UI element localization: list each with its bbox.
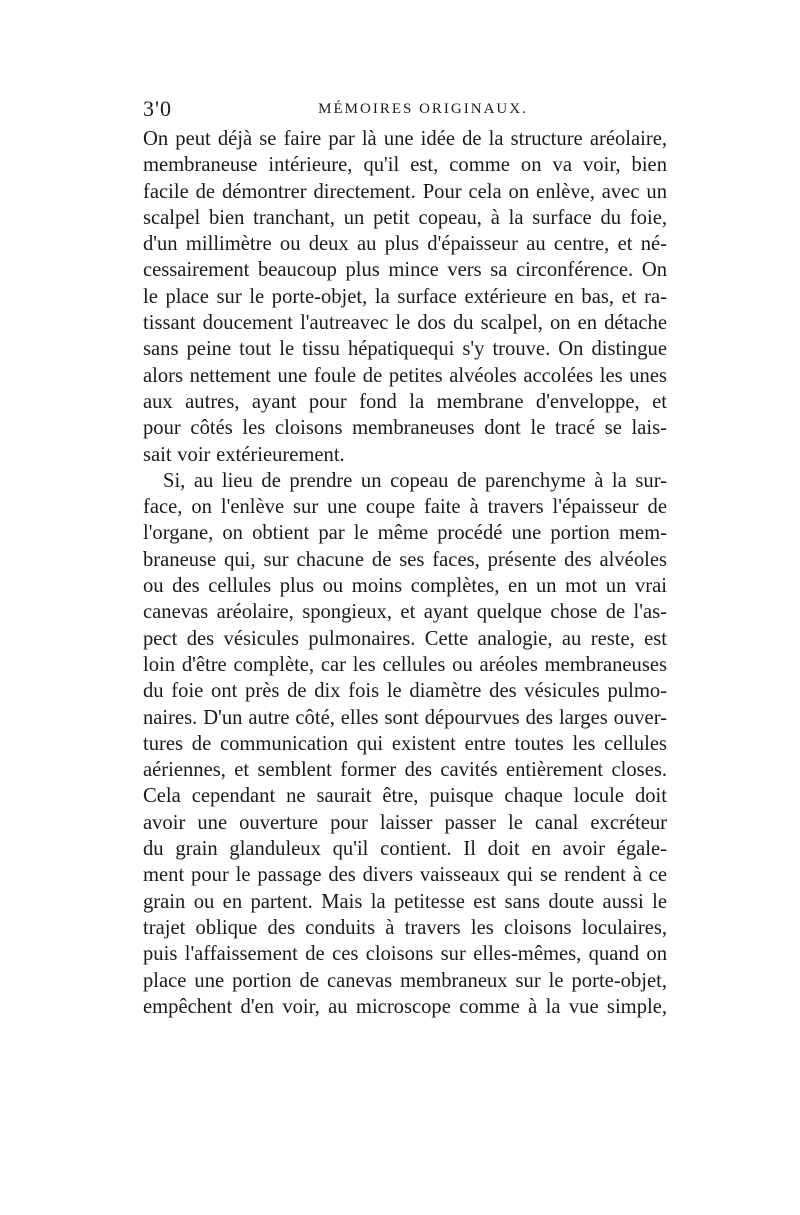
text-line: ment pour le passage des divers vaisseaux qui se rendent à ce (143, 864, 667, 887)
text-line: braneuse qui, sur chacune de ses faces, présente des alvéoles (143, 548, 667, 571)
text-line: face, on l'enlève sur une coupe faite à travers l'épaisseur de (143, 496, 667, 519)
text-line: ou des cellules plus ou moins complètes, en un mot un vrai (143, 575, 667, 598)
text-line: l'organe, on obtient par le même procédé une portion mem- (143, 522, 667, 545)
text-line: scalpel bien tranchant, un petit copeau, à la surface du foie, (143, 206, 667, 229)
text-line: cessairement beaucoup plus mince vers sa circonférence. On (143, 259, 667, 282)
text-line: sait voir extérieurement. (143, 443, 345, 466)
running-head: MÉMOIRES ORIGINAUX. (318, 101, 528, 117)
text-line: canevas aréolaire, spongieux, et ayant quelque chose de l'as- (143, 601, 667, 624)
text-line: Cela cependant ne saurait être, puisque chaque locule doit (143, 785, 667, 808)
text-line: puis l'affaissement de ces cloisons sur elles-mêmes, quand on (143, 943, 667, 966)
page-header (143, 94, 670, 124)
body-text (143, 126, 667, 1020)
text-line: aux autres, ayant pour fond la membrane d'enveloppe, et (143, 390, 667, 413)
text-line: le place sur le porte-objet, la surface extérieure en bas, et ra- (143, 285, 667, 308)
text-line: tures de communication qui existent entre toutes les cellules (143, 732, 667, 755)
text-line: avoir une ouverture pour laisser passer le canal excréteur (143, 811, 667, 834)
text-line: On peut déjà se faire par là une idée de la structure aréolaire, (143, 128, 667, 150)
text-line: pour côtés les cloisons membraneuses dont le tracé se lais- (143, 417, 667, 440)
text-line: pect des vésicules pulmonaires. Cette analogie, au reste, est (143, 627, 667, 650)
text-line: empêchent d'en voir, au microscope comme à la vue simple, (143, 995, 667, 1018)
text-line: place une portion de canevas membraneux sur le porte-objet, (143, 969, 667, 992)
text-line: du grain glanduleux qu'il contient. Il doit en avoir égale- (143, 838, 667, 861)
page-number: 3'0 (143, 96, 172, 121)
text-line: facile de démontrer directement. Pour cela on enlève, avec un (143, 180, 667, 203)
text-line: naires. D'un autre côté, elles sont dépourvues des larges ouver- (143, 706, 667, 729)
text-line: grain ou en partent. Mais la petitesse est sans doute aussi le (143, 890, 667, 913)
text-line: du foie ont près de dix fois le diamètre des vésicules pulmo- (143, 680, 667, 703)
text-line: sans peine tout le tissu hépatiquequi s'y trouve. On distingue (143, 338, 667, 361)
text-line: loin d'être complète, car les cellules ou aréoles membraneuses (143, 653, 667, 676)
text-line: alors nettement une foule de petites alvéoles accolées les unes (143, 364, 667, 387)
text-line: membraneuse intérieure, qu'il est, comme on va voir, bien (143, 154, 667, 177)
text-line: d'un millimètre ou deux au plus d'épaisseur au centre, et né- (143, 233, 667, 256)
text-line: trajet oblique des conduits à travers les cloisons loculaires, (143, 916, 667, 939)
text-line: aériennes, et semblent former des cavités entièrement closes. (143, 759, 667, 782)
text-line: tissant doucement l'autreavec le dos du scalpel, on en détache (143, 312, 667, 335)
text-line: Si, au lieu de prendre un copeau de parenchyme à la sur- (163, 469, 667, 492)
